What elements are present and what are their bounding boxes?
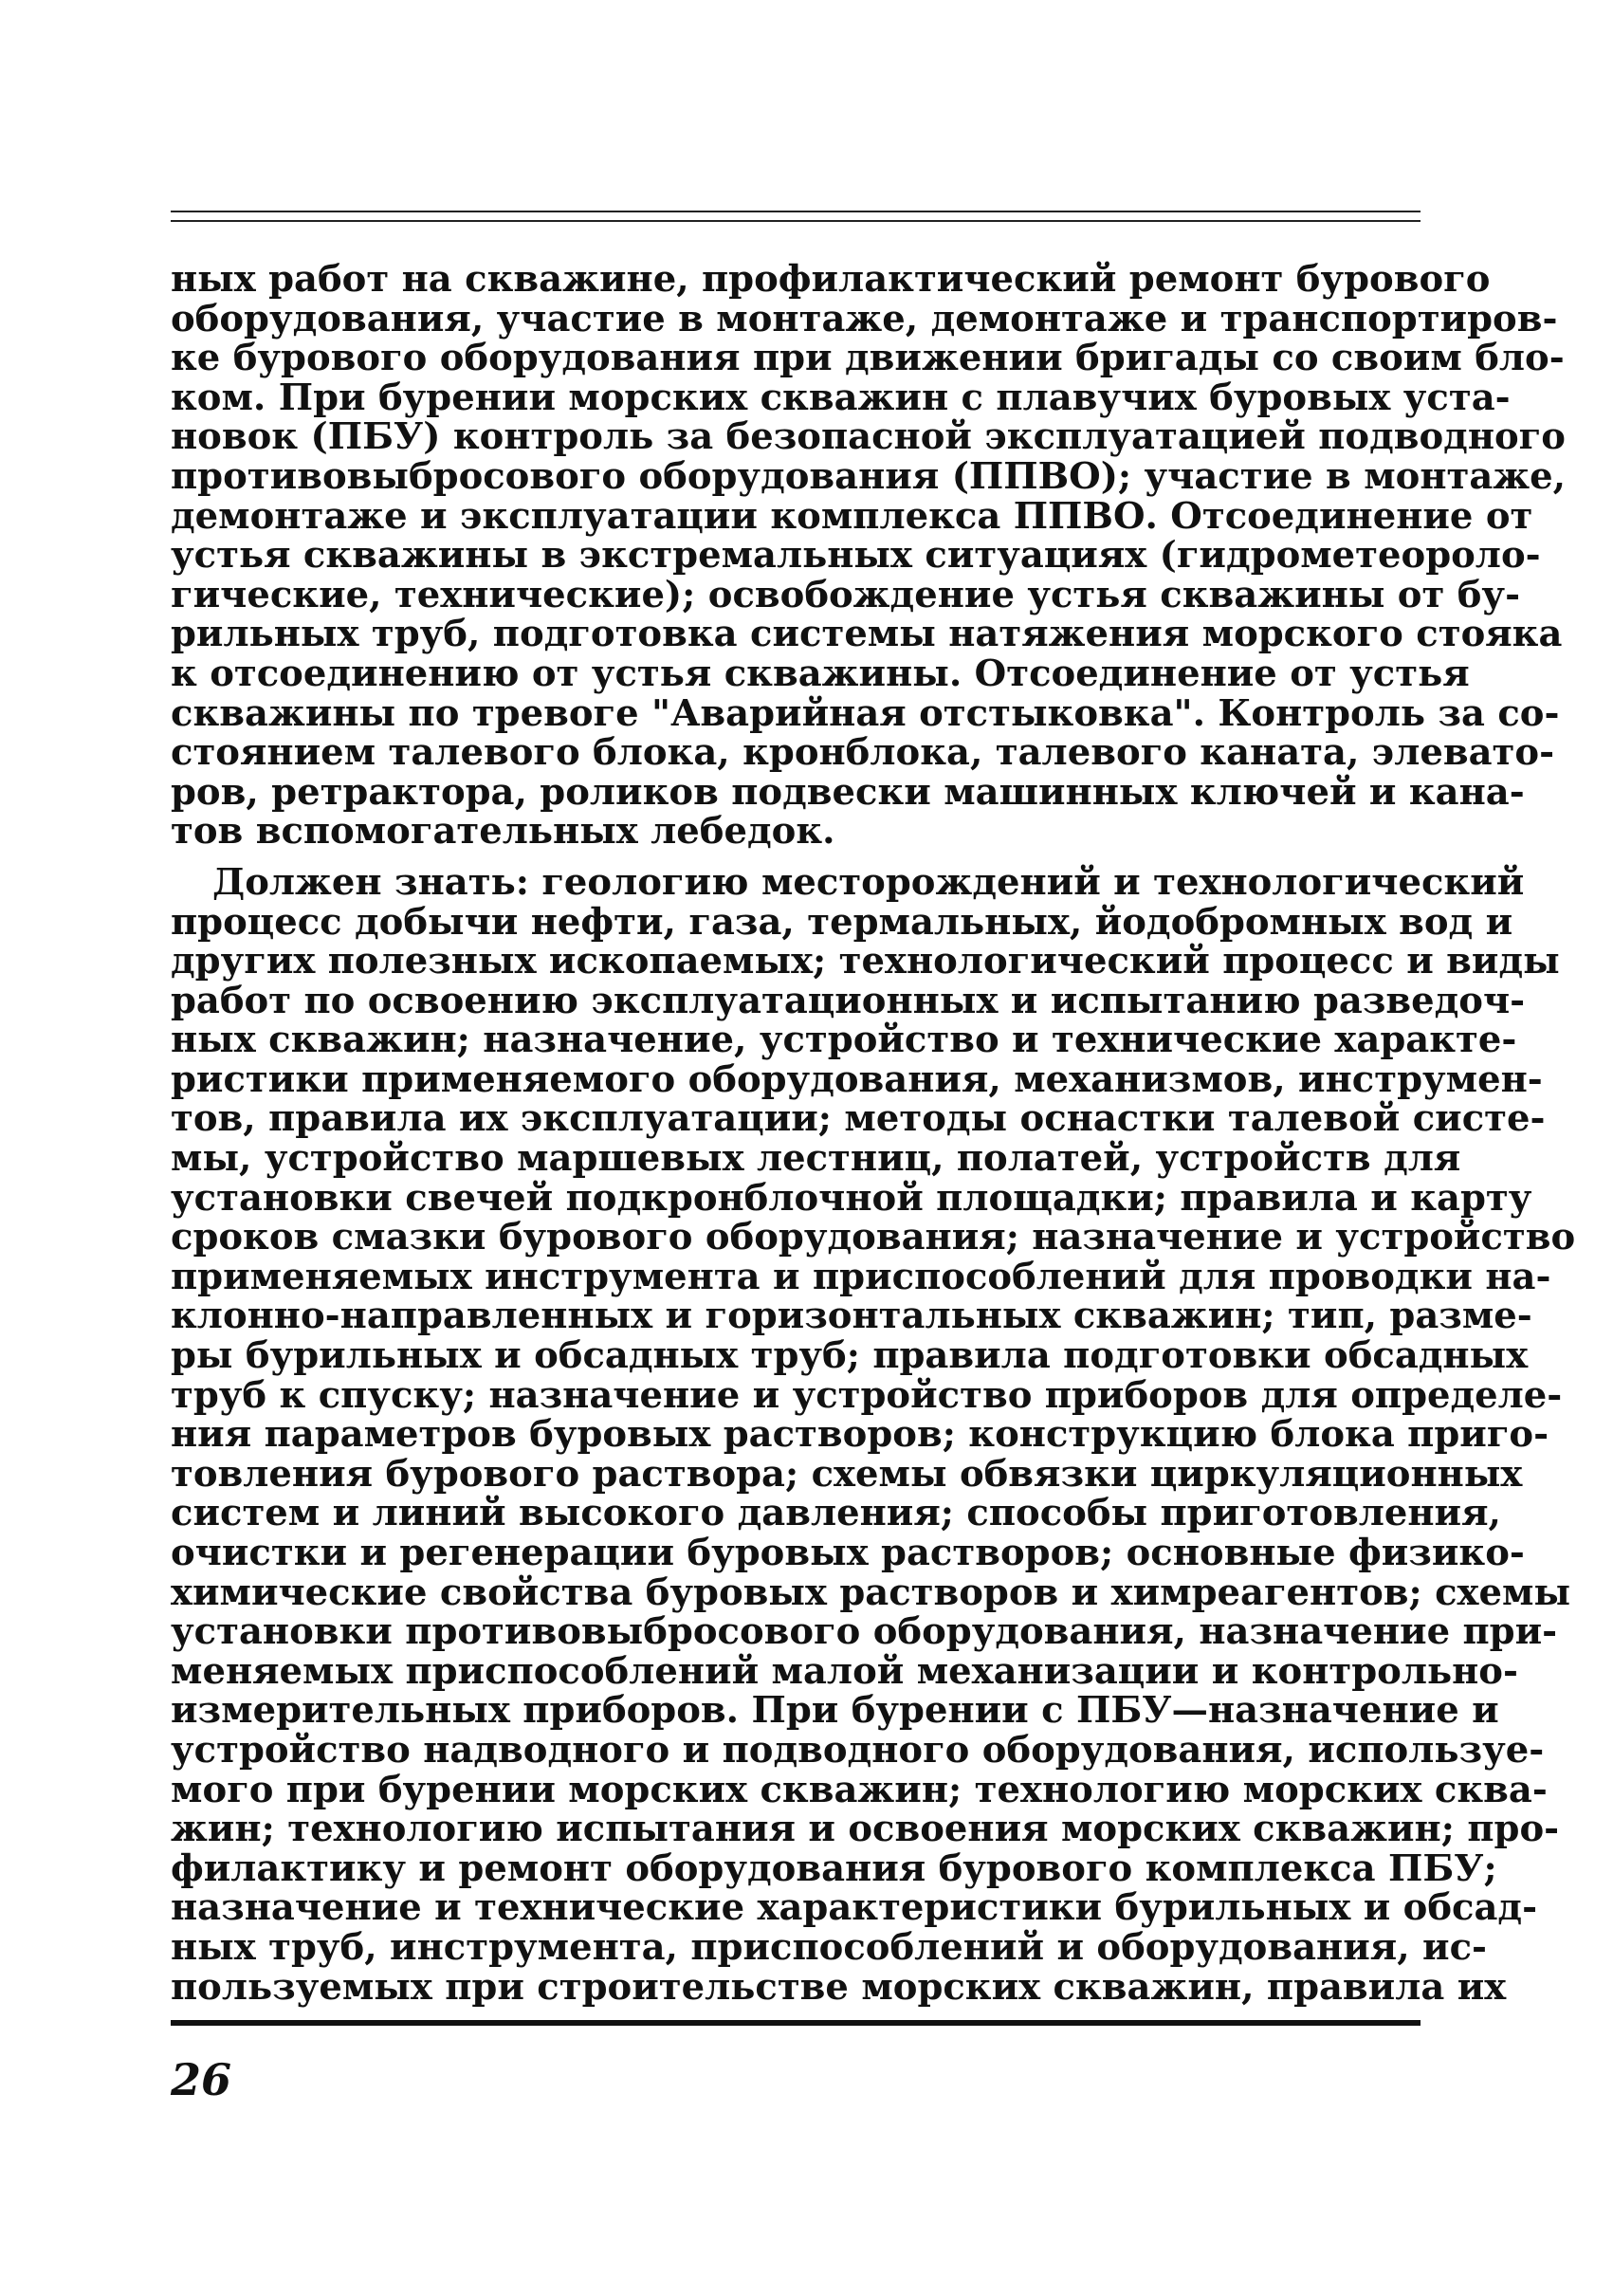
text-line: к отсоединению от устья скважины. Отсоединение от устья (171, 652, 1470, 695)
text-line: новок (ПБУ) контроль за безопасной эксплуатацией подводного (171, 415, 1566, 459)
paragraph-1 (171, 258, 1567, 854)
text-line: ров, ретрактора, роликов подвески машинных ключей и кана- (171, 770, 1525, 814)
footer-rule (171, 2020, 1421, 2026)
text-line: гические, технические); освобождение устья скважины от бу- (171, 573, 1521, 616)
text-line: работ по освоению эксплуатационных и испытанию разведоч- (171, 979, 1526, 1022)
text-line: процесс добычи нефти, газа, термальных, йодобромных вод и (171, 900, 1513, 944)
text-line: противовыбросового оборудования (ППВО); участие в монтаже, (171, 454, 1567, 498)
text-line: товления бурового раствора; схемы обвязки циркуляционных (171, 1452, 1523, 1496)
lead-rest: : геологию месторождений и технологический (515, 860, 1525, 904)
header-rule-top (171, 211, 1421, 212)
text-line: ных труб, инструмента, приспособлений и оборудования, ис- (171, 1925, 1488, 1969)
text-line: ры бурильных и обсадных труб; правила подготовки обсадных (171, 1334, 1529, 1378)
text-line: установки свечей подкронблочной площадки; правила и карту (171, 1176, 1532, 1220)
text-line: назначение и технические характеристики бурильных и обсад- (171, 1886, 1538, 1930)
text-line: ристики применяемого оборудования, механизмов, инструмен- (171, 1057, 1543, 1101)
text-line: скважины по тревоге "Аварийная отстыковка". Контроль за со- (171, 691, 1560, 735)
text-line: систем и линий высокого давления; способы приготовления, (171, 1492, 1501, 1535)
text-line: ных скважин; назначение, устройство и технические характе- (171, 1019, 1517, 1062)
text-line: ком. При бурении морских скважин с плавучих буровых уста- (171, 376, 1511, 419)
text-line: устья скважины в экстремальных ситуациях (гидрометеороло- (171, 534, 1541, 578)
text-line: тов, правила их эксплуатации; методы оснастки талевой систе- (171, 1097, 1546, 1141)
text-line: ния параметров буровых растворов; конструкцию блока приго- (171, 1413, 1549, 1457)
paragraph-2 (171, 860, 1576, 2009)
text-line: меняемых приспособлений малой механизации и контрольно- (171, 1649, 1518, 1693)
text-line: измерительных приборов. При бурении с ПБУ—назначение и (171, 1689, 1499, 1733)
body-text (171, 258, 1576, 2009)
text-line: установки противовыбросового оборудования, назначение при- (171, 1610, 1558, 1654)
text-line: демонтаже и эксплуатации комплекса ППВО. Отсоединение от (171, 494, 1533, 538)
text-line: рильных труб, подготовка системы натяжения морского стояка (171, 613, 1563, 656)
text-line: труб к спуску; назначение и устройство приборов для определе- (171, 1373, 1563, 1417)
text-line: химические свойства буровых растворов и химреагентов; схемы (171, 1570, 1571, 1614)
text-line: очистки и регенерации буровых растворов; основные физико- (171, 1532, 1525, 1574)
text-line: клонно-направленных и горизонтальных скважин; тип, разме- (171, 1295, 1532, 1338)
text-line: оборудования, участие в монтаже, демонтаже и транспортиров- (171, 297, 1558, 340)
text-line-first (171, 860, 1525, 904)
text-line: филактику и ремонт оборудования бурового комплекса ПБУ; (171, 1846, 1497, 1890)
text-line: других полезных ископаемых; технологический процесс и виды (171, 940, 1560, 983)
text-line: применяемых инструмента и приспособлений для проводки на- (171, 1255, 1551, 1298)
text-line: пользуемых при строительстве морских скважин, правила их (171, 1965, 1507, 2009)
text-line: устройство надводного и подводного оборудования, используе- (171, 1728, 1545, 1772)
lead-term: Должен знать (212, 860, 516, 904)
text-line: жин; технологию испытания и освоения морских скважин; про- (171, 1808, 1560, 1851)
text-line: сроков смазки бурового оборудования; назначение и устройство (171, 1216, 1576, 1259)
text-line: мы, устройство маршевых лестниц, полатей, устройств для (171, 1137, 1461, 1181)
text-line: тов вспомогательных лебедок. (171, 810, 835, 854)
page-number: 26 (171, 2054, 232, 2105)
text-line: стоянием талевого блока, кронблока, талевого каната, элевато- (171, 731, 1555, 775)
text-line: ке бурового оборудования при движении бригады со своим бло- (171, 337, 1565, 380)
text-line: ных работ на скважине, профилактический ремонт бурового (171, 258, 1491, 301)
header-rule-bottom (171, 220, 1421, 222)
text-line: мого при бурении морских скважин; технологию морских сква- (171, 1768, 1548, 1811)
